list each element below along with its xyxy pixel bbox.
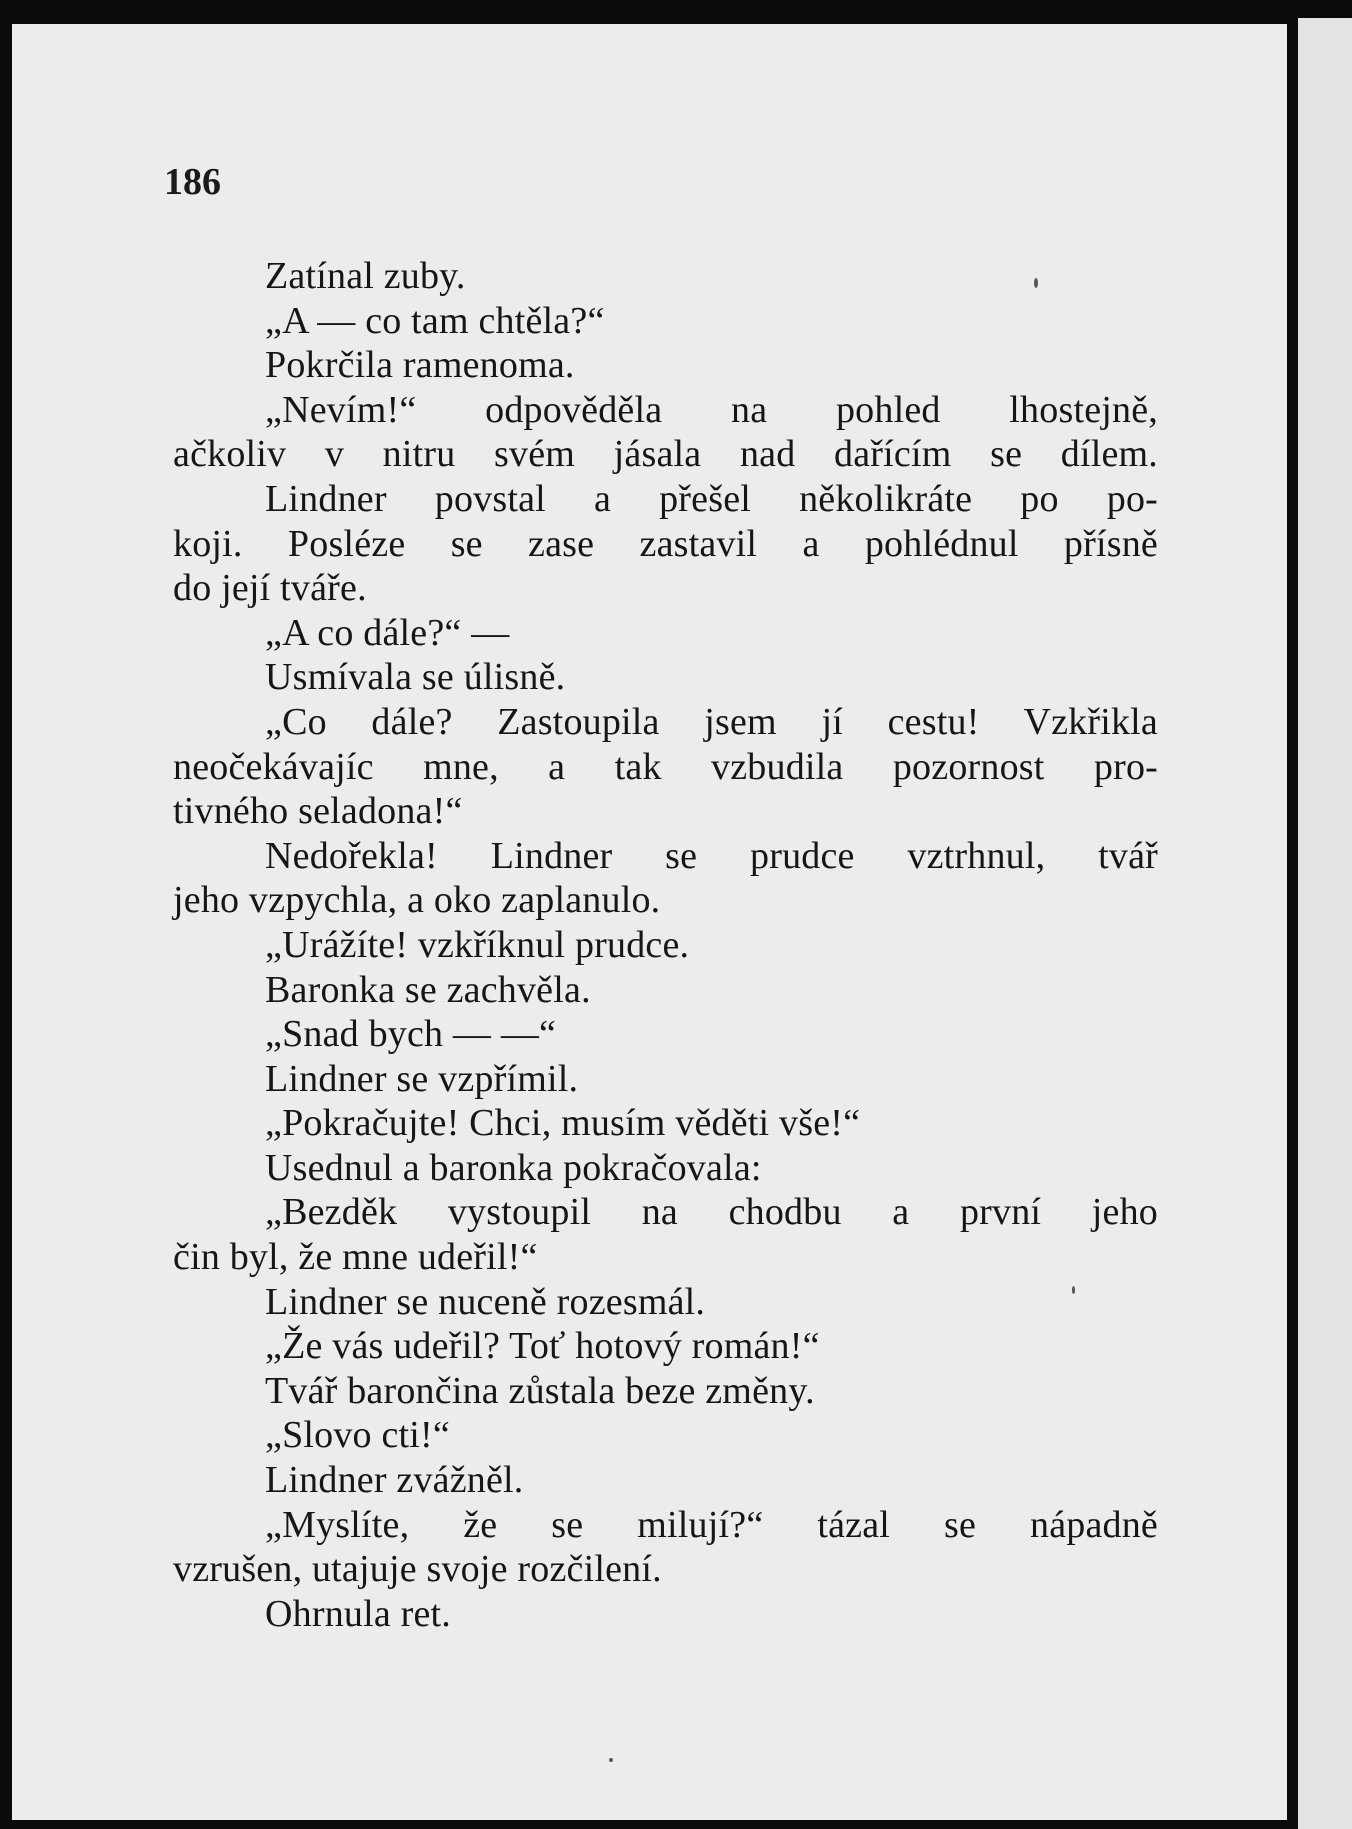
text-line: čin byl, že mne udeřil!“ bbox=[173, 1236, 538, 1279]
adjacent-page-edge bbox=[1298, 18, 1352, 1829]
body-text bbox=[173, 254, 1158, 1636]
text-line: jeho vzpychla, a oko zaplanulo. bbox=[173, 879, 661, 922]
text-line: Zatínal zuby. bbox=[265, 255, 466, 297]
text-line: „Urážíte! vzkříknul prudce. bbox=[265, 923, 690, 966]
text-line: Lindner se vzpřímil. bbox=[265, 1057, 579, 1100]
text-line: „Pokračujte! Chci, musím věděti vše!“ bbox=[265, 1102, 861, 1145]
text-line: koji. Posléze se zase zastavil a pohlédnul přísně bbox=[173, 522, 1158, 565]
text-line: Lindner zvážněl. bbox=[265, 1459, 524, 1502]
text-line: Lindner povstal a přešel několikráte po po- bbox=[265, 477, 1158, 520]
text-line: „Nevím!“ odpověděla na pohled lhostejně, bbox=[265, 388, 1158, 431]
page-number: 186 bbox=[164, 161, 221, 203]
page-gutter bbox=[1287, 0, 1298, 1829]
text-line: Lindner se nuceně rozesmál. bbox=[265, 1280, 706, 1323]
text-line: neočekávajíc mne, a tak vzbudila pozornost pro- bbox=[173, 745, 1158, 788]
text-line: ačkoliv v nitru svém jásala nad dařícím se dílem. bbox=[173, 433, 1158, 476]
text-line: tivného seladona!“ bbox=[173, 790, 463, 833]
text-line: „Že vás udeřil? Toť hotový román!“ bbox=[265, 1325, 820, 1368]
paper-speck bbox=[609, 1758, 613, 1762]
text-line: do její tváře. bbox=[173, 567, 367, 610]
text-line: vzrušen, utajuje svoje rozčilení. bbox=[173, 1548, 662, 1591]
text-line: „Slovo cti!“ bbox=[265, 1414, 450, 1457]
text-line: Usmívala se úlisně. bbox=[265, 656, 566, 699]
text-line: Pokrčila ramenoma. bbox=[265, 344, 575, 387]
text-line: „Snad bych — —“ bbox=[265, 1013, 557, 1056]
text-line: „Myslíte, že se milují?“ tázal se nápadně bbox=[265, 1503, 1158, 1546]
text-line: Nedořekla! Lindner se prudce vztrhnul, tvář bbox=[265, 834, 1158, 877]
text-line: „Bezděk vystoupil na chodbu a první jeho bbox=[265, 1191, 1158, 1234]
text-line: „A co dále?“ — bbox=[265, 611, 510, 654]
text-line: Ohrnula ret. bbox=[265, 1592, 451, 1635]
text-line: „A — co tam chtěla?“ bbox=[265, 299, 605, 342]
text-line: Tvář barončina zůstala beze změny. bbox=[265, 1369, 815, 1412]
text-line: Baronka se zachvěla. bbox=[265, 968, 591, 1011]
text-line: Usednul a baronka pokračovala: bbox=[265, 1146, 762, 1189]
text-line: „Co dále? Zastoupila jsem jí cestu! Vzkřikla bbox=[265, 700, 1158, 743]
